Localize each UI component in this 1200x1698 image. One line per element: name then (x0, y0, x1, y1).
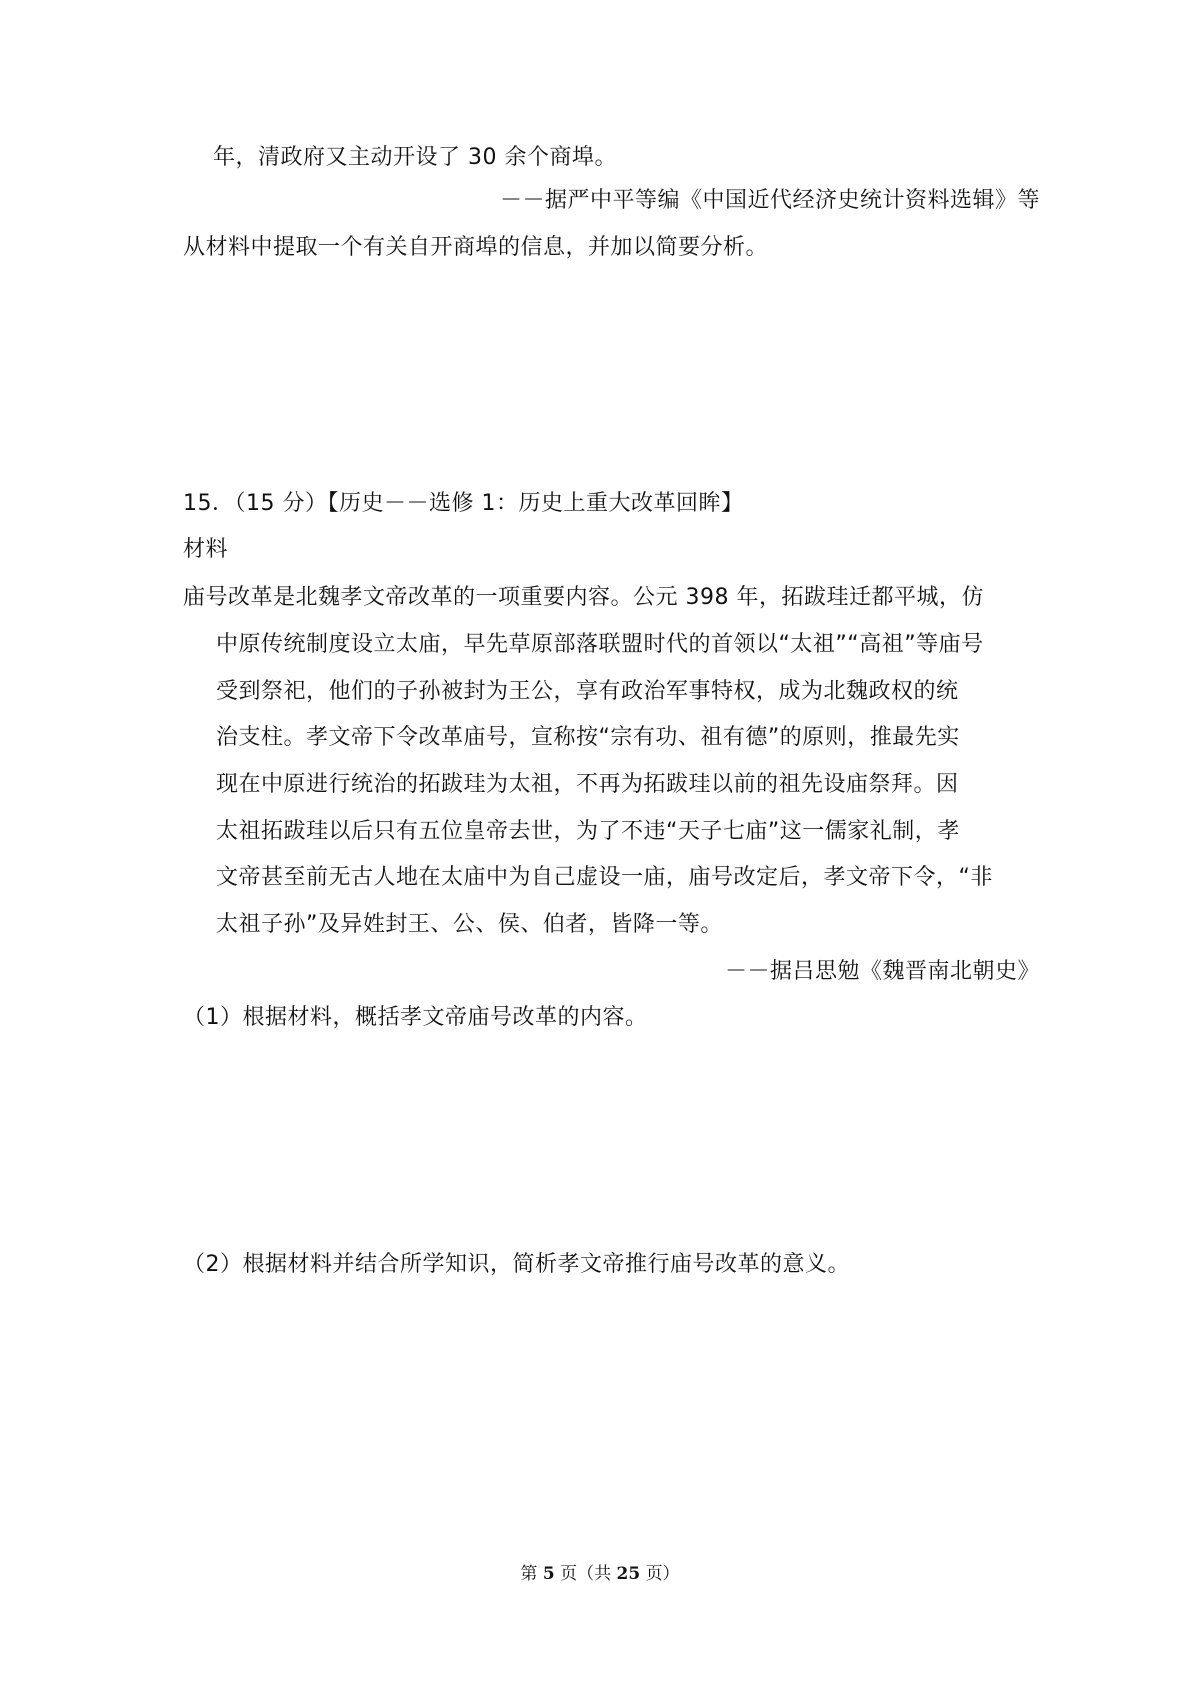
footer-page-number: 5 (542, 1564, 555, 1584)
passage-line: 中原传统制度设立太庙，早先草原部落联盟时代的首领以“太祖”“高祖”等庙号 (216, 632, 984, 657)
footer-total-pages: 25 (616, 1564, 641, 1584)
passage-line: 受到祭祀，他们的子孙被封为王公，享有政治军事特权，成为北魏政权的统 (216, 679, 959, 704)
q15-heading: 15．（15 分）【历史－－选修 1：历史上重大改革回眸】 (183, 491, 744, 516)
q14-source-citation: －－据严中平等编《中国近代经济史统计资料选辑》等 (499, 188, 1040, 213)
q15-material-label: 材料 (183, 537, 229, 562)
passage-line: 太祖拓跋珪以后只有五位皇帝去世，为了不违“天子七庙”这一儒家礼制，孝 (216, 819, 960, 844)
q15-source-citation: －－据吕思勉《魏晋南北朝史》 (724, 959, 1040, 984)
footer-middle: 页（共 (560, 1564, 612, 1584)
page-footer (0, 1562, 1200, 1586)
footer-prefix: 第 (520, 1564, 538, 1584)
passage-line: 太祖子孙”及异姓封王、公、侯、伯者，皆降一等。 (216, 912, 723, 937)
passage-line: 文帝甚至前无古人地在太庙中为自己虚设一庙，庙号改定后，孝文帝下令，“非 (216, 865, 993, 890)
passage-line: 治支柱。孝文帝下令改革庙号，宣称按“宗有功、祖有德”的原则，推最先实 (216, 725, 960, 750)
q14-material-tail: 年，清政府又主动开设了 30 余个商埠。 (213, 145, 617, 170)
footer-suffix: 页） (645, 1564, 680, 1584)
q15-subquestion-1: （1）根据材料，概括孝文帝庙号改革的内容。 (183, 1005, 648, 1030)
q14-question: 从材料中提取一个有关自开商埠的信息，并加以简要分析。 (183, 235, 769, 260)
q15-subquestion-2: （2）根据材料并结合所学知识，简析孝文帝推行庙号改革的意义。 (183, 1252, 850, 1277)
passage-line: 庙号改革是北魏孝文帝改革的一项重要内容。公元 398 年，拓跋珪迁都平城，仿 (183, 585, 984, 610)
passage-line: 现在中原进行统治的拓跋珪为太祖，不再为拓跋珪以前的祖先设庙祭拜。因 (216, 772, 959, 797)
